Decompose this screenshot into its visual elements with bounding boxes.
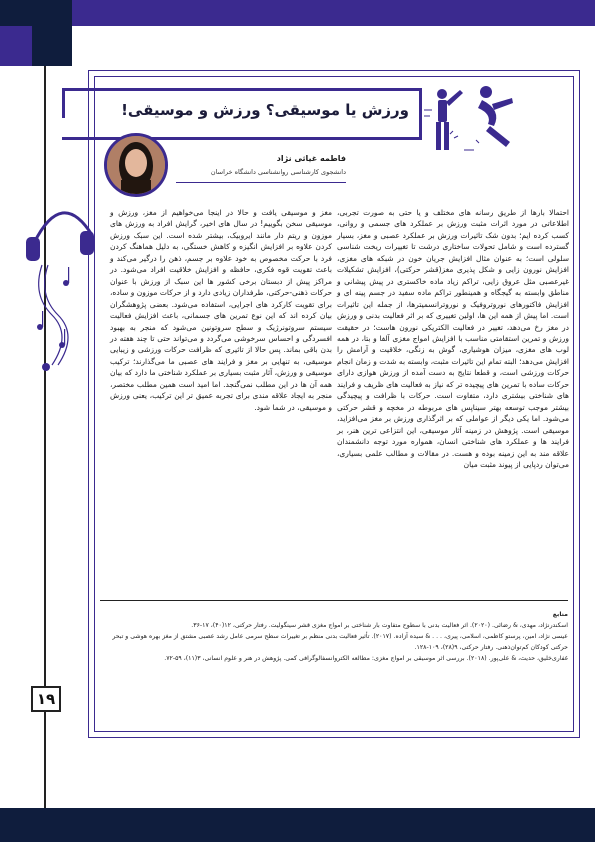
corner-square: [32, 26, 72, 66]
references-rule: [100, 600, 568, 601]
headphones-music-icon: [22, 195, 102, 375]
page-number: ۱۹: [31, 686, 61, 712]
top-left-band: [0, 0, 72, 26]
author-info: [106, 138, 346, 190]
exercise-illustration-icon: [420, 80, 520, 160]
reference-item: عیسی نژاد، امین، پرستو کاظمی، اسلامی، پیری، . . . & سیده آزاده. (۲۰۱۷). تأثیر فعالیت بدنی منظم بر تغییرات سطح سرمی عامل رشد عصبی مشتق از مغز بهره هوشی و تبحر حرکتی کودکان کم‌توان‌ذهنی. رفتار حرکتی، ۹(۲۸)، ۱۰۹-۱۲۸.: [112, 633, 568, 651]
title-box: [62, 88, 422, 140]
bottom-band: [0, 808, 595, 842]
author-affiliation: دانشجوی کارشناسی روانشناسی دانشگاه خراسان: [210, 168, 346, 176]
references-heading: منابع: [552, 611, 568, 618]
reference-item: اسکندرنژاد، مهدی، & رضائی. (۲۰۲۰). اثر فعالیت بدنی با سطوح متفاوت بار شناختی بر امواج مغزی قشر سینگولیت. رفتار حرکتی، ۱۲(۴۰)، ۱۷-۳۶.: [191, 622, 568, 629]
author-name: فاطمه غیاثی نژاد: [276, 154, 346, 163]
references: [100, 609, 568, 664]
reference-item: غفاری‌خلیق، حدیث، & علی‌پور. (۲۰۱۸). بررسی اثر موسیقی بر امواج مغزی: مطالعه الکتروانسفالوگرافی کمی. پژوهش در هنر و علوم انسانی، ۳(۱۱)، ۵۹-۷۲.: [164, 655, 568, 662]
body-column-right: احتمالا بارها از طریق رسانه های مختلف و یا حتی به صورت تجربی، اطلاعاتی در مورد اثرات مثبت ورزش بر عملکرد های جسمی و روانی، کسب کرده ایم؛ بدون شک تاثیرات ورزش بر عملکرد عصبی و مغز، بسیار گسترده است و شامل تحولات ساختاری درشت تا تغییرات ریخت شناسی سلولی است؛ به عنوان مثال افزایش جریان خون در شبکه های مغزی، افزایش نورون زایی و شکل پذیری مغز(قشر حرکتی)، افزایش تشکیلات غیرعصبی مثل عروق زایی، تراکم زیاد ماده خاکستری در پیش پیشانی و مناطق وابسته به گیجگاه و همینطور تراکم ماده سفید در جسم پینه ای و افزایش فاکتورهای نوروتروفیک و نوروترانسمیترها، از جمله این تاثیرات است. اما پیش از همه این ها، اولین تغییری که بر اثر فعالیت بدنی و ورزش در مغز رخ می‌دهد، تغییر در فعالیت الکتریکی نورون هاست؛ در حقیقت ورزش و تمرین استقامتی مناسب با افزایش امواج مغزی آلفا و بتا، در همه لوب های مغزی، میزان هوشیاری، گوش به زنگی، خلاقیت و آرامش را افزایش می‌دهد؛ البته تمام این تاثیرات مثبت، وابسته به شدت و زمان انجام حرکات ورزشی است، و قطعا نتایج به دست آمده از ورزش هوازی دارای حرکات ساده با تمرین های پیچیده تر که نیاز به فعالیت های ظریف و فرایند های شناختی بیشتری دارد، متفاوت است. حرکات با ظرافت و پیچیدگی بیشتر موجب توسعه بهتر سیناپس های مربوطه در مخچه و قشر حرکتی می‌شود. اما یکی دیگر از عواملی که بر اثرگذاری ورزش بر مغز می‌افزاید، موسیقی است. پژوهش در زمینه آثار موسیقی، این انتزاعی ترین هنر، بر فرایند ها و عملکرد های شناختی انسان، همواره مورد توجه دانشمندان علاقه مند به این زمینه بوده و هست. در مقالات و مطالب علمی بسیاری، می‌توان ردپایی از پیوند مثبت میان: [337, 208, 569, 469]
article-title: ورزش یا موسیقی؟ ورزش و موسیقی!: [121, 101, 409, 119]
author-rule: [176, 182, 346, 183]
top-band: [72, 0, 595, 26]
body-column-left: مغز و موسیقی یافت و حالا در اینجا می‌خواهیم از مغز، ورزش و موسیقی سخن بگوییم! در سال های اخیر، گرایش افراد به ورزش های موزون و ریتم دار مانند ایروبیک، بیشتر شده است. این سبک ورزش کردن علاوه بر افزایش انگیزه و کاهش خستگی، به دلیل هماهنگ کردن فرد با حرکت مخصوص به خود علاوه بر جسم، ذهن را درگیر می‌کند و باعث تقویت قوه فکری، حافظه و افزایش خلاقیت افراد می‌شود. در مراکز پیش از دبستان برخی کشور ها این سبک از ورزش با عنوان حرکات ذهنی-حرکتی، طرفداران زیادی دارد و از حرکات موزون و ساده، برای تقویت کارکرد های اجرایی، استفاده می‌شود. بعضی پژوهشگران بیان کرده اند که این نوع تمرین های جسمانی، باعث افزایش فعالیت سیستم سروتونرژیک و سطح سروتونین می‌شود که منجر به بهبود افسردگی و احساس سرخوشی می‌گردد و می‌تواند حتی تا چند هفته در بدن باقی بماند. پس حالا از تاثیری که ظرافت حرکات ورزشی و زیبایی موسیقی، به تنهایی بر مغز و فرایند های عصبی ما می‌گذارند؛ ترکیب موسیقی و ورزش، آثار مثبت بسیاری بر عملکرد شناختی ما دارد که بیان همه آن ها در این مطلب نمی‌گنجد. اما امید است همین مطلب مختصر، منجر به ایجاد علاقه مندی برای تجربه عمیق تر این ترکیب، یعنی ورزش و موسیقی، در شما شود.: [110, 208, 332, 412]
